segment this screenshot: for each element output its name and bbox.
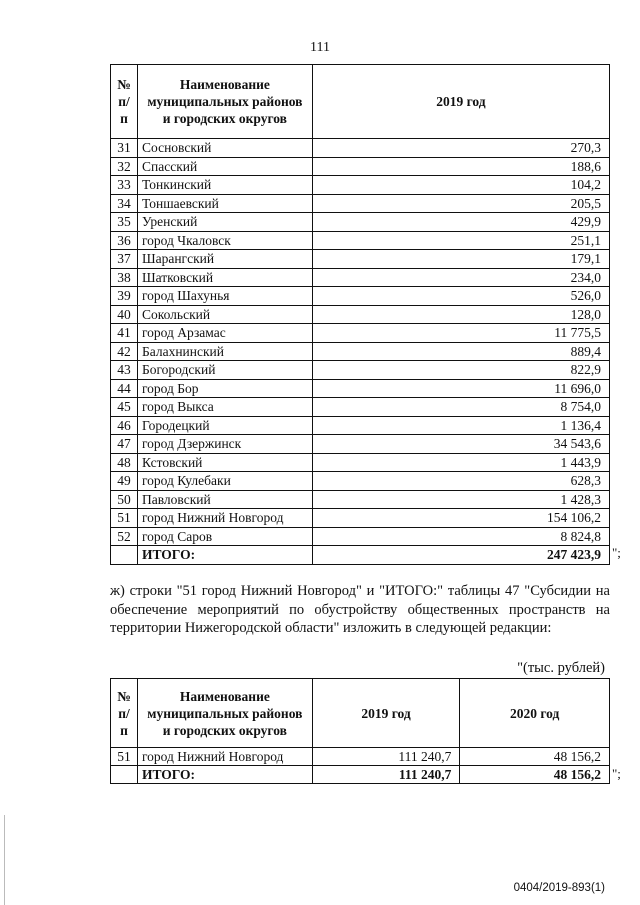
table-row <box>111 231 610 250</box>
municipality-name: город Саров <box>137 527 312 546</box>
row-number: 48 <box>111 453 138 472</box>
row-number: 46 <box>111 416 138 435</box>
row-number: 42 <box>111 342 138 361</box>
units-label: "(тыс. рублей) <box>517 660 605 676</box>
row-number: 51 <box>111 748 138 766</box>
table-row <box>111 268 610 287</box>
total-label: ИТОГО: <box>137 766 312 784</box>
municipality-name: Шарангский <box>137 250 312 269</box>
value-2019: 111 240,7 <box>312 748 460 766</box>
table-row <box>111 398 610 417</box>
value-2019: 205,5 <box>312 194 609 213</box>
row-number: 45 <box>111 398 138 417</box>
table-row <box>111 416 610 435</box>
row-number: 52 <box>111 527 138 546</box>
header-municipality: Наименование муниципальных районов и городских округов <box>137 679 312 748</box>
row-number: 35 <box>111 213 138 232</box>
table2-body <box>111 748 610 784</box>
row-number: 37 <box>111 250 138 269</box>
row-number: 44 <box>111 379 138 398</box>
table1-body <box>111 139 610 565</box>
table-row <box>111 527 610 546</box>
value-2019: 11 696,0 <box>312 379 609 398</box>
row-number: 43 <box>111 361 138 380</box>
value-2019: 270,3 <box>312 139 609 158</box>
value-2019: 628,3 <box>312 472 609 491</box>
municipality-name: Павловский <box>137 490 312 509</box>
header-year-2020: 2020 год <box>460 679 610 748</box>
municipality-name: Сосновский <box>137 139 312 158</box>
closing-quote-2: "; <box>612 766 621 781</box>
total-2019: 111 240,7 <box>312 766 460 784</box>
table-row <box>111 139 610 158</box>
page-number: 111 <box>310 40 330 55</box>
closing-quote: "; <box>612 545 621 560</box>
row-number: 47 <box>111 435 138 454</box>
table-row <box>111 509 610 528</box>
value-2019: 234,0 <box>312 268 609 287</box>
municipality-name: Сокольский <box>137 305 312 324</box>
municipality-name: Городецкий <box>137 416 312 435</box>
table-row <box>111 287 610 306</box>
value-2019: 1 136,4 <box>312 416 609 435</box>
value-2019: 128,0 <box>312 305 609 324</box>
empty-cell <box>111 766 138 784</box>
table-row <box>111 361 610 380</box>
row-number: 49 <box>111 472 138 491</box>
table-row <box>111 157 610 176</box>
municipality-name: Спасский <box>137 157 312 176</box>
table-row <box>111 435 610 454</box>
header-year-2019: 2019 год <box>312 65 609 139</box>
value-2019: 429,9 <box>312 213 609 232</box>
total-2020: 48 156,2 <box>460 766 610 784</box>
municipality-name: Кстовский <box>137 453 312 472</box>
municipality-name: город Нижний Новгород <box>137 748 312 766</box>
municipality-name: город Шахунья <box>137 287 312 306</box>
table-row <box>111 324 610 343</box>
header-row-number: № п/п <box>111 65 138 139</box>
municipality-name: Богородский <box>137 361 312 380</box>
value-2019: 154 106,2 <box>312 509 609 528</box>
row-number: 40 <box>111 305 138 324</box>
municipality-name: Тонкинский <box>137 176 312 195</box>
total-label: ИТОГО: <box>137 546 312 565</box>
row-number: 34 <box>111 194 138 213</box>
value-2019: 526,0 <box>312 287 609 306</box>
municipality-name: город Чкаловск <box>137 231 312 250</box>
amendment-paragraph: ж) строки "51 город Нижний Новгород" и "ИТОГО:" таблицы 47 "Субсидии на обеспечение мероприятий по обустройству общественных пространств на территории Нижегородской области" изложить в следующей редакции: <box>110 583 610 636</box>
municipality-name: город Выкса <box>137 398 312 417</box>
municipality-name: город Кулебаки <box>137 472 312 491</box>
row-number: 39 <box>111 287 138 306</box>
table-row <box>111 472 610 491</box>
row-number: 38 <box>111 268 138 287</box>
value-2019: 34 543,6 <box>312 435 609 454</box>
municipality-name: Шатковский <box>137 268 312 287</box>
row-number: 33 <box>111 176 138 195</box>
header-year-2019: 2019 год <box>312 679 460 748</box>
table-row <box>111 250 610 269</box>
table-row <box>111 194 610 213</box>
municipality-name: Уренский <box>137 213 312 232</box>
row-number: 36 <box>111 231 138 250</box>
table-row <box>111 748 610 766</box>
row-number: 32 <box>111 157 138 176</box>
table-row <box>111 490 610 509</box>
value-2019: 889,4 <box>312 342 609 361</box>
municipality-name: Тоншаевский <box>137 194 312 213</box>
value-2019: 822,9 <box>312 361 609 380</box>
header-row-number: № п/п <box>111 679 138 748</box>
table-row <box>111 342 610 361</box>
municipality-name: город Бор <box>137 379 312 398</box>
table-row <box>111 213 610 232</box>
row-number: 50 <box>111 490 138 509</box>
value-2019: 11 775,5 <box>312 324 609 343</box>
margin-line <box>4 815 5 905</box>
table-row <box>111 379 610 398</box>
total-row <box>111 546 610 565</box>
subsidy-table-continuation <box>110 64 610 565</box>
document-code: 0404/2019-893(1) <box>513 882 605 894</box>
row-number: 41 <box>111 324 138 343</box>
value-2019: 104,2 <box>312 176 609 195</box>
header-municipality: Наименование муниципальных районов и городских округов <box>137 65 312 139</box>
row-number: 31 <box>111 139 138 158</box>
municipality-name: Балахнинский <box>137 342 312 361</box>
table-row <box>111 305 610 324</box>
table-row <box>111 176 610 195</box>
empty-cell <box>111 546 138 565</box>
value-2019: 8 754,0 <box>312 398 609 417</box>
table-row <box>111 453 610 472</box>
total-row <box>111 766 610 784</box>
value-2019: 1 428,3 <box>312 490 609 509</box>
value-2019: 1 443,9 <box>312 453 609 472</box>
value-2019: 179,1 <box>312 250 609 269</box>
value-2019: 188,6 <box>312 157 609 176</box>
total-2019: 247 423,9 <box>312 546 609 565</box>
row-number: 51 <box>111 509 138 528</box>
value-2020: 48 156,2 <box>460 748 610 766</box>
value-2019: 8 824,8 <box>312 527 609 546</box>
municipality-name: город Арзамас <box>137 324 312 343</box>
municipality-name: город Нижний Новгород <box>137 509 312 528</box>
municipality-name: город Дзержинск <box>137 435 312 454</box>
subsidy-table-47 <box>110 678 610 784</box>
value-2019: 251,1 <box>312 231 609 250</box>
